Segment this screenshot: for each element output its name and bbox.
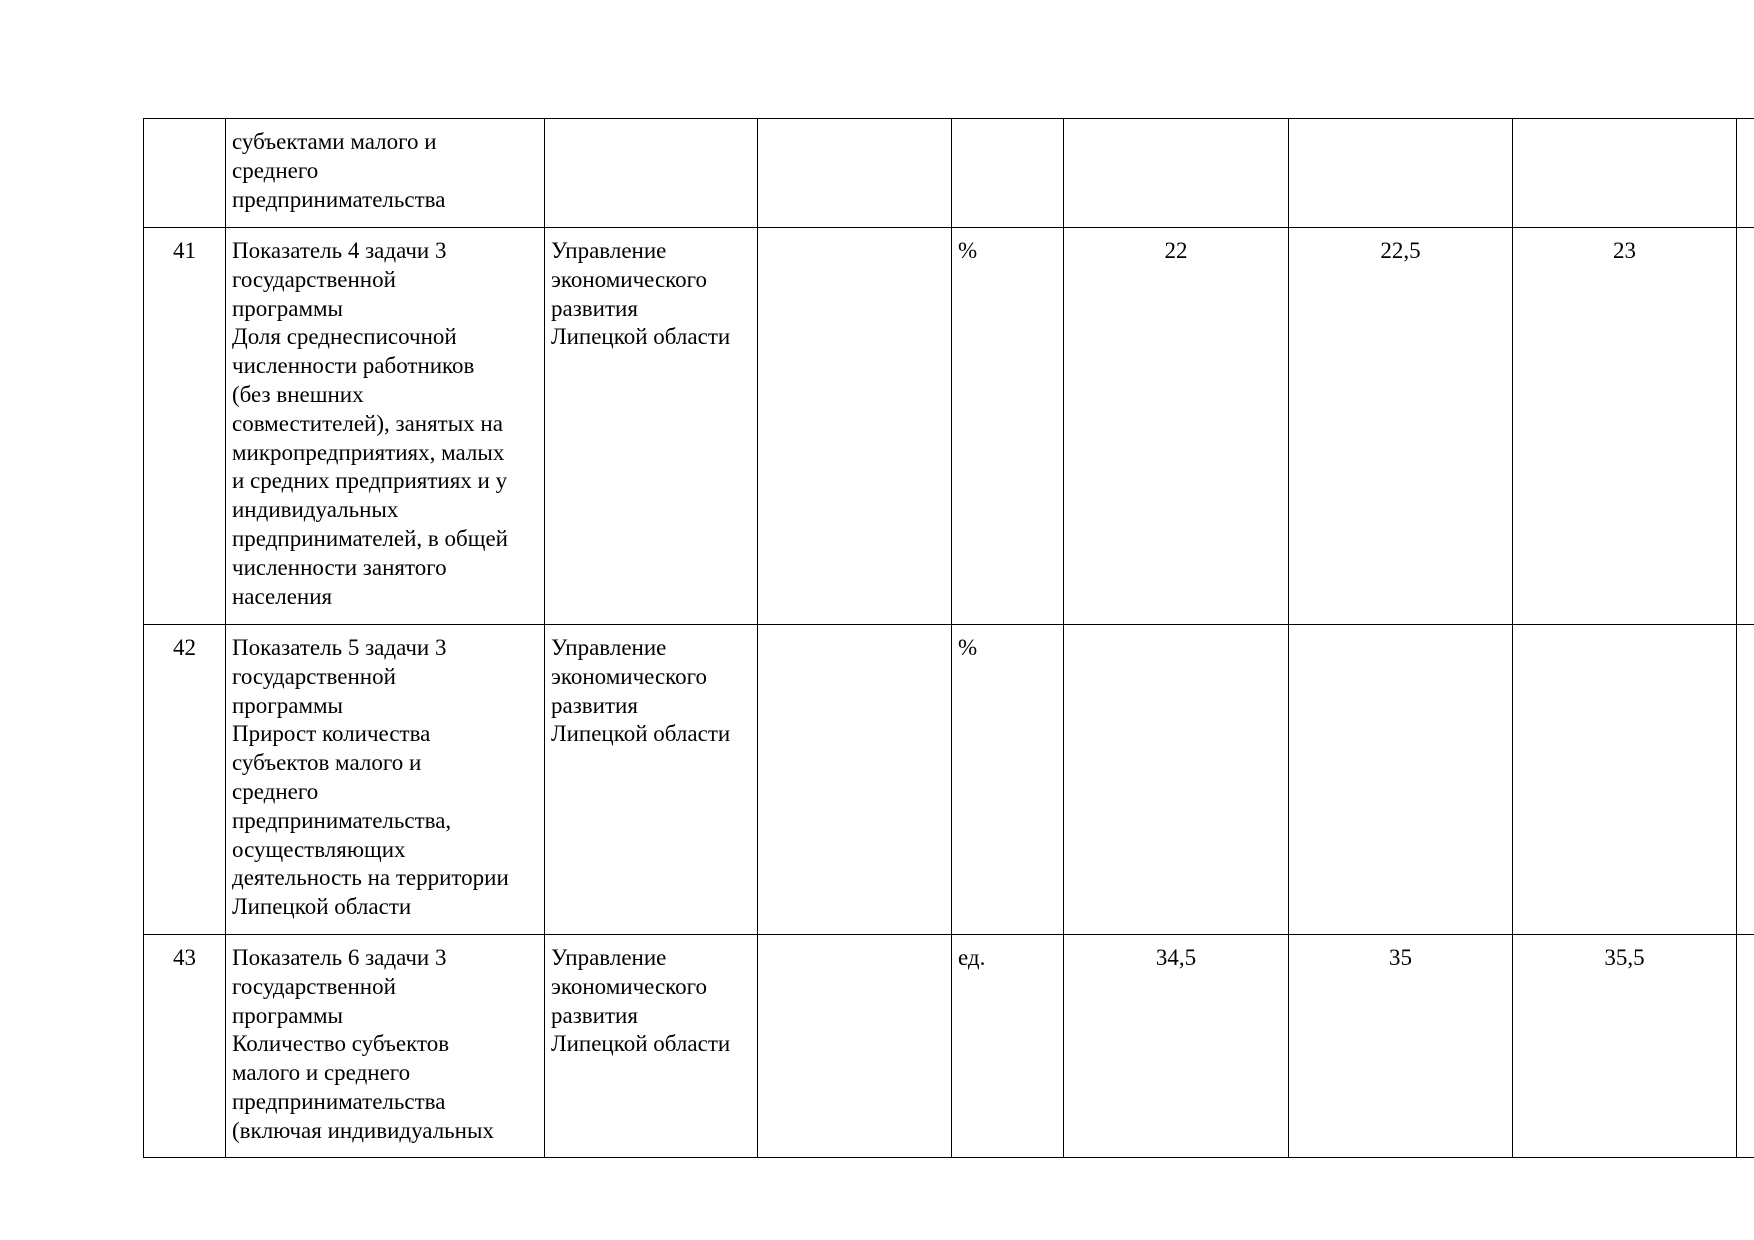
unit-cell [952,119,1064,228]
indicator-cell: Показатель 5 задачи 3 государственной программы Прирост количества субъектов малого и среднего предпринимательства, осуществляющих деятельность на территории Липецкой области [226,625,545,935]
value-cell: 22 [1064,228,1289,625]
indicator-cell: субъектами малого и среднего предпринимательства [226,119,545,228]
table-row [144,625,1754,935]
value-cell [1064,119,1289,228]
table-row [144,228,1754,625]
empty-cell [758,228,952,625]
value-cell [1737,228,1754,625]
value-cell [1513,119,1737,228]
responsible-cell: Управление экономического развития Липецкой области [545,935,758,1158]
indicators-table [143,118,1754,1158]
value-cell [1289,119,1513,228]
row-number-cell [144,119,226,228]
indicator-cell: Показатель 4 задачи 3 государственной программы Доля среднесписочной численности работников (без внешних совместителей), занятых на микропредприятиях, малых и средних предприятиях и у индивидуальных предпринимателей, в общей численности занятого населения [226,228,545,625]
unit-cell: % [952,625,1064,935]
responsible-cell: Управление экономического развития Липецкой области [545,625,758,935]
row-number-cell: 43 [144,935,226,1158]
value-cell: 23 [1513,228,1737,625]
row-number-cell: 41 [144,228,226,625]
empty-cell [758,625,952,935]
value-cell: 34,5 [1064,935,1289,1158]
value-cell [1737,625,1754,935]
value-cell [1064,625,1289,935]
empty-cell [758,119,952,228]
value-cell [1737,119,1754,228]
value-cell: 35 [1289,935,1513,1158]
indicator-cell: Показатель 6 задачи 3 государственной программы Количество субъектов малого и среднего предпринимательства (включая индивидуальных [226,935,545,1158]
value-cell [1513,625,1737,935]
row-number-cell: 42 [144,625,226,935]
empty-cell [758,935,952,1158]
table-row-continuation [144,119,1754,228]
responsible-cell [545,119,758,228]
unit-cell: % [952,228,1064,625]
value-cell: 22,5 [1289,228,1513,625]
table-row [144,935,1754,1158]
value-cell: 35,5 [1513,935,1737,1158]
value-cell [1289,625,1513,935]
responsible-cell: Управление экономического развития Липецкой области [545,228,758,625]
value-cell [1737,935,1754,1158]
unit-cell: ед. [952,935,1064,1158]
